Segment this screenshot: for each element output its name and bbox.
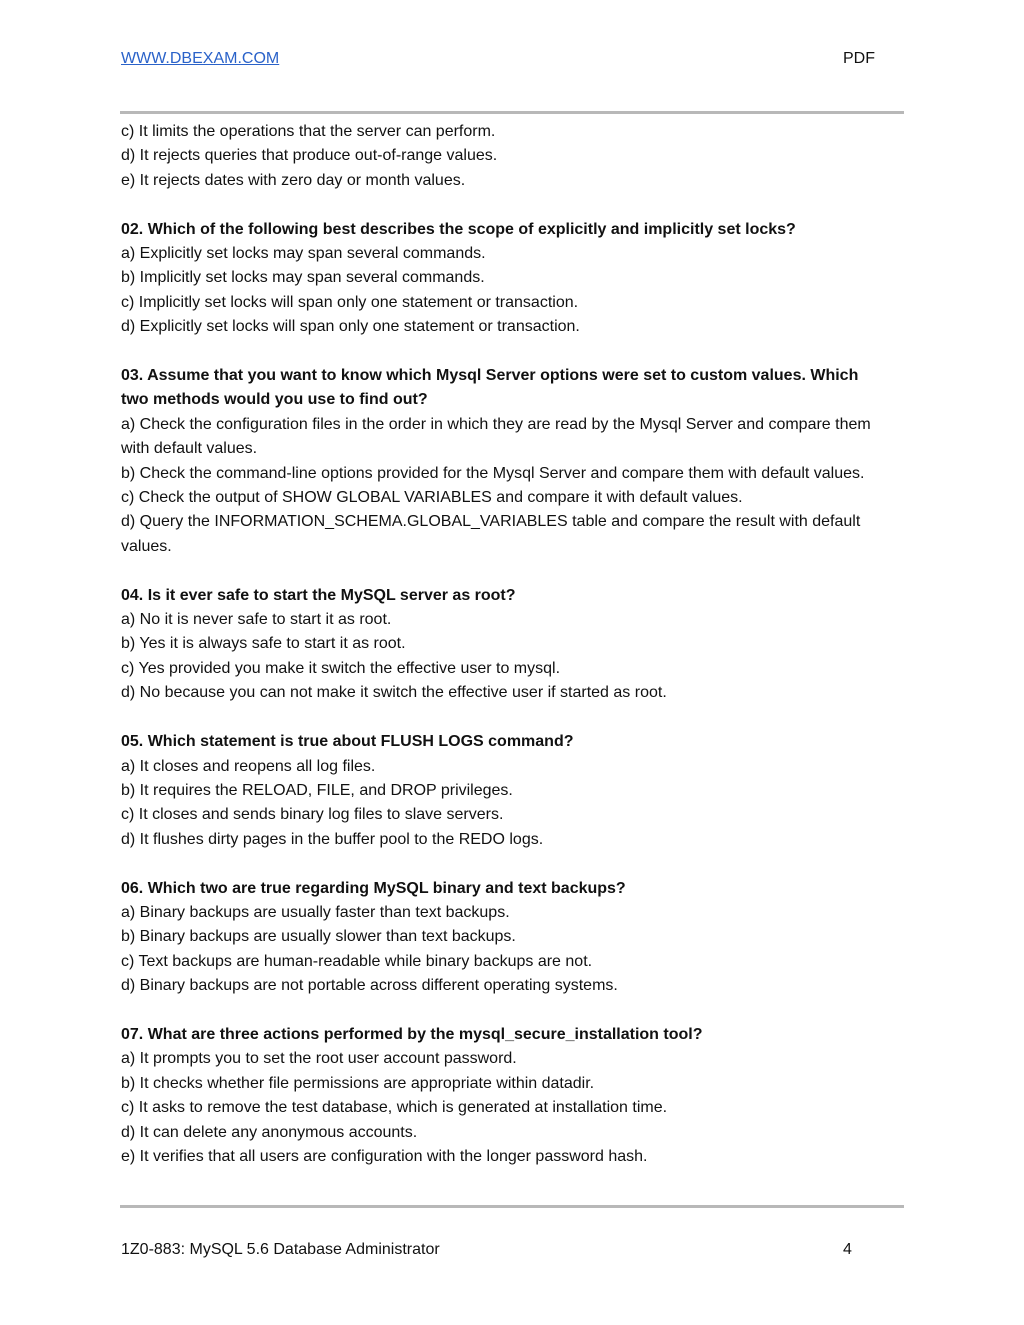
answer-option: b) Yes it is always safe to start it as root. xyxy=(121,635,406,653)
answer-option: a) It closes and reopens all log files. xyxy=(121,757,376,775)
answer-option: b) Check the command-line options provided for the Mysql Server and compare them with default values. xyxy=(121,464,865,482)
answer-option: d) No because you can not make it switch the effective user if started as root. xyxy=(121,684,667,702)
answer-option: b) It checks whether file permissions are appropriate within datadir. xyxy=(121,1074,595,1092)
answer-option: a) Check the configuration files in the order in which they are read by the Mysql Server and compare them with default values. xyxy=(121,415,871,458)
question-block-04 xyxy=(121,584,905,706)
answer-option: e) It rejects dates with zero day or month values. xyxy=(121,171,466,189)
answer-option: d) Explicitly set locks will span only one statement or transaction. xyxy=(121,318,580,336)
answer-option: d) Query the INFORMATION_SCHEMA.GLOBAL_VARIABLES table and compare the result with default values. xyxy=(121,513,861,555)
answer-option: c) It limits the operations that the server can perform. xyxy=(121,123,496,140)
answer-option: c) Yes provided you make it switch the effective user to mysql. xyxy=(121,659,561,677)
answer-option: b) Implicitly set locks may span several commands. xyxy=(121,269,485,287)
question-text: 04. Is it ever safe to start the MySQL server as root? xyxy=(121,586,516,604)
question-content xyxy=(121,120,905,1169)
footer-title: 1Z0-883: MySQL 5.6 Database Administrator xyxy=(121,1241,440,1258)
header-pdf-label: PDF xyxy=(843,50,875,67)
footer-divider xyxy=(120,1205,904,1208)
question-block-03 xyxy=(121,364,905,559)
answer-option: d) It flushes dirty pages in the buffer pool to the REDO logs. xyxy=(121,830,544,848)
question-block-07 xyxy=(121,1023,905,1169)
question-block-06 xyxy=(121,877,905,999)
continued-answers xyxy=(121,120,905,193)
question-block-05 xyxy=(121,730,905,852)
answer-option: b) Binary backups are usually slower than text backups. xyxy=(121,928,516,946)
answer-option: d) It can delete any anonymous accounts. xyxy=(121,1123,418,1141)
answer-option: c) Implicitly set locks will span only one statement or transaction. xyxy=(121,293,579,311)
answer-option: a) Explicitly set locks may span several commands. xyxy=(121,245,486,263)
answer-option: c) It asks to remove the test database, which is generated at installation time. xyxy=(121,1099,668,1117)
answer-option: a) Binary backups are usually faster than text backups. xyxy=(121,903,510,921)
question-text: 06. Which two are true regarding MySQL binary and text backups? xyxy=(121,879,626,897)
question-text: 02. Which of the following best describes the scope of explicitly and implicitly set locks? xyxy=(121,220,796,238)
question-text: 07. What are three actions performed by the mysql_secure_installation tool? xyxy=(121,1025,703,1043)
question-text: 05. Which statement is true about FLUSH LOGS command? xyxy=(121,733,574,751)
question-text: 03. Assume that you want to know which Mysql Server options were set to custom values. Which two methods would you use to find out? xyxy=(121,367,859,409)
answer-option: a) No it is never safe to start it as root. xyxy=(121,611,392,629)
header-divider xyxy=(120,111,904,114)
answer-option: d) Binary backups are not portable across different operating systems. xyxy=(121,977,618,995)
answer-option: b) It requires the RELOAD, FILE, and DROP privileges. xyxy=(121,781,513,799)
page-number: 4 xyxy=(843,1241,852,1258)
answer-option: c) It closes and sends binary log files to slave servers. xyxy=(121,806,504,824)
answer-option: c) Text backups are human-readable while binary backups are not. xyxy=(121,952,593,970)
header-link[interactable]: WWW.DBEXAM.COM xyxy=(121,50,280,67)
question-block-02 xyxy=(121,218,905,340)
answer-option: d) It rejects queries that produce out-of-range values. xyxy=(121,147,498,165)
answer-option: e) It verifies that all users are configuration with the longer password hash. xyxy=(121,1147,648,1165)
answer-option: a) It prompts you to set the root user account password. xyxy=(121,1050,517,1068)
answer-option: c) Check the output of SHOW GLOBAL VARIABLES and compare it with default values. xyxy=(121,489,743,507)
